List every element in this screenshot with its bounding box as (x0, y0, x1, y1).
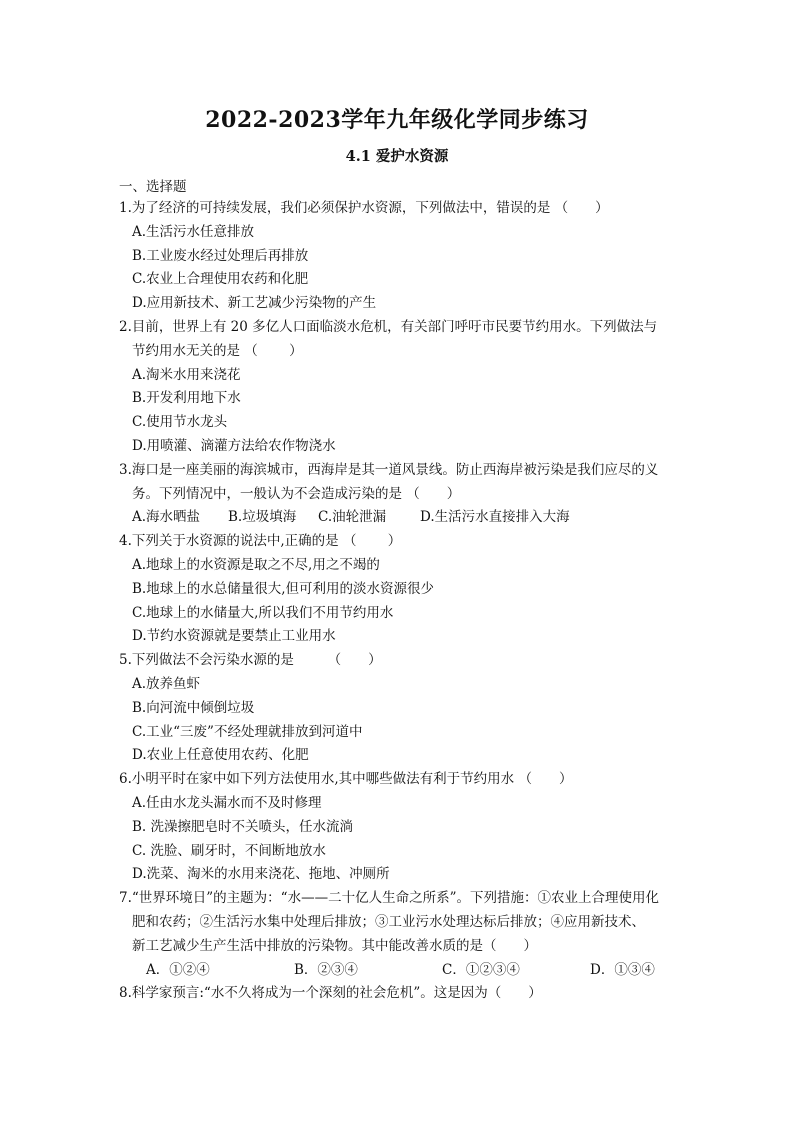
question-3-stem-line-2: 务。下列情况中，一般认为不会造成污染的是 （ ） (132, 485, 461, 502)
question-4-stem: 4.下列关于水资源的说法中,正确的是 （ ） (119, 533, 402, 550)
question-2 (119, 316, 689, 459)
question-7-stem-line-3: 新工艺减少生产生活中排放的污染物。其中能改善水质的是（ ） (132, 937, 537, 954)
question-7-stem-line-1: 7.“世界环境日”的主题为：“水——二十亿人生命之所系”。下列措施：①农业上合理使用化 (119, 890, 659, 907)
question-6-option-c: C. 洗脸、刷牙时，不间断地放水 (132, 842, 326, 859)
question-5 (119, 649, 689, 768)
question-5-option-b: B.向河流中倾倒垃圾 (132, 699, 255, 716)
question-1-option-c: C.农业上合理使用农药和化肥 (132, 271, 309, 288)
question-2-option-a: A.淘米水用来浇花 (132, 366, 241, 383)
question-4-option-b: B.地球上的水总储量很大,但可利用的淡水资源很少 (132, 580, 435, 597)
question-3-option-b: B.垃圾填海 (228, 509, 297, 526)
question-6 (119, 768, 689, 887)
document-title: 2022-2023学年九年级化学同步练习 (205, 107, 589, 133)
question-3-option-d: D.生活污水直接排入大海 (420, 509, 570, 526)
question-3-stem-line-1: 3.海口是一座美丽的海滨城市，西海岸是其一道风景线。防止西海岸被污染是我们应尽的义 (119, 461, 659, 478)
question-7-options (119, 959, 689, 983)
question-7-option-c: C．①②③④ (442, 961, 520, 978)
question-3 (119, 459, 689, 530)
question-2-stem-line-1: 2.目前，世界上有 20 多亿人口面临淡水危机，有关部门呼吁市民要节约用水。下列做法与 (119, 318, 658, 335)
question-7-stem-line-2: 肥和农药；②生活污水集中处理后排放；③工业污水处理达标后排放；④应用新技术、 (132, 913, 645, 930)
question-1-option-a: A.生活污水任意排放 (132, 223, 255, 240)
question-6-option-b: B. 洗澡擦肥皂时不关喷头，任水流淌 (132, 818, 354, 835)
question-1-option-b: B.工业废水经过处理后再排放 (132, 247, 309, 264)
question-6-option-d: D.洗菜、淘米的水用来浇花、拖地、冲厕所 (132, 866, 390, 883)
question-2-option-d: D.用喷灌、滴灌方法给农作物浇水 (132, 437, 336, 454)
question-2-option-c: C.使用节水龙头 (132, 414, 228, 431)
question-list (119, 197, 689, 1006)
question-5-option-d: D.农业上任意使用农药、化肥 (132, 747, 309, 764)
question-1-option-d: D.应用新技术、新工艺减少污染物的产生 (132, 295, 377, 312)
question-5-option-c: C.工业“三废”不经处理就排放到河道中 (132, 723, 363, 740)
question-8-stem: 8.科学家预言:“水不久将成为一个深刻的社会危机”。这是因为（ ） (119, 985, 542, 1002)
question-5-option-a: A.放养鱼虾 (132, 675, 201, 692)
question-7 (119, 887, 689, 982)
question-3-option-c: C.油轮泄漏 (318, 509, 387, 526)
question-1 (119, 197, 689, 316)
question-4-option-d: D.节约水资源就是要禁止工业用水 (132, 628, 336, 645)
question-4 (119, 530, 689, 649)
question-2-option-b: B.开发利用地下水 (132, 390, 241, 407)
question-5-stem: 5.下列做法不会污染水源的是 （ ） (119, 652, 382, 669)
question-2-stem-line-2: 节约用水无关的是 （ ） (132, 342, 303, 359)
question-3-option-a: A.海水晒盐 (132, 509, 201, 526)
document-subtitle: 4.1 爱护水资源 (345, 148, 449, 165)
question-6-option-a: A.任由水龙头漏水而不及时修理 (132, 794, 322, 811)
question-7-option-b: B．②③④ (294, 961, 358, 978)
section-heading: 一、选择题 (119, 179, 187, 195)
question-1-stem: 1.为了经济的可持续发展，我们必须保护水资源，下列做法中，错误的是 （ ） (119, 200, 609, 216)
question-3-options (119, 506, 689, 530)
question-4-option-a: A.地球上的水资源是取之不尽,用之不竭的 (132, 556, 380, 573)
question-8 (119, 982, 689, 1006)
question-7-option-a: A．①②④ (146, 961, 210, 978)
question-6-stem: 6.小明平时在家中如下列方法使用水,其中哪些做法有利于节约用水 （ ） (119, 771, 573, 788)
question-7-option-d: D．①③④ (590, 961, 655, 978)
question-4-option-c: C.地球上的水储量大,所以我们不用节约用水 (132, 604, 394, 621)
